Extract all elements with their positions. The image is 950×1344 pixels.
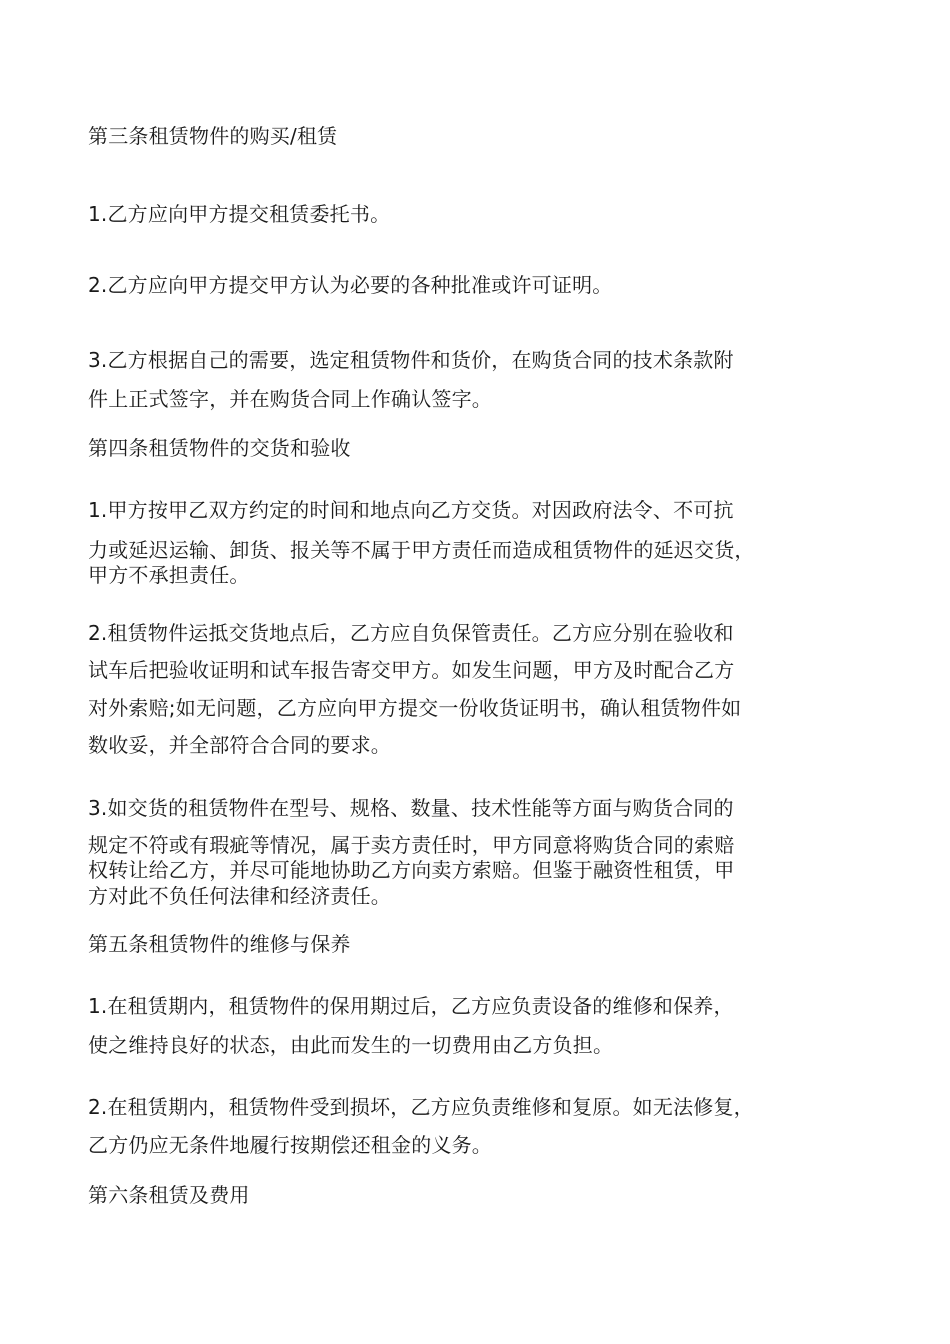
article-4-paragraph-3-line-3: 权转让给乙方，并尽可能地协助乙方向卖方索赔。但鉴于融资性租赁，甲 bbox=[88, 858, 735, 882]
article-5-paragraph-1-line-2: 使之维持良好的状态，由此而发生的一切费用由乙方负担。 bbox=[88, 1033, 614, 1057]
article-4-paragraph-1-line-3: 甲方不承担责任。 bbox=[88, 563, 250, 587]
article-5-heading: 第五条租赁物件的维修与保养 bbox=[88, 932, 351, 956]
article-4-paragraph-2-line-4: 数收妥，并全部符合合同的要求。 bbox=[88, 733, 391, 757]
article-6-heading: 第六条租赁及费用 bbox=[88, 1183, 250, 1207]
article-3-paragraph-3-line-1: 3.乙方根据自己的需要，选定租赁物件和货价，在购货合同的技术条款附 bbox=[88, 348, 734, 372]
article-4-paragraph-2-line-3: 对外索赔;如无问题，乙方应向甲方提交一份收货证明书，确认租赁物件如 bbox=[88, 696, 742, 720]
article-4-paragraph-1-line-2: 力或延迟运输、卸货、报关等不属于甲方责任而造成租赁物件的延迟交货， bbox=[88, 538, 755, 562]
article-5-paragraph-2-line-2: 乙方仍应无条件地履行按期偿还租金的义务。 bbox=[88, 1133, 492, 1157]
article-4-paragraph-1-line-1: 1.甲方按甲乙双方约定的时间和地点向乙方交货。对因政府法令、不可抗 bbox=[88, 498, 734, 522]
article-5-paragraph-1-line-1: 1.在租赁期内，租赁物件的保用期过后，乙方应负责设备的维修和保养， bbox=[88, 994, 734, 1018]
article-4-paragraph-3-line-4: 方对此不负任何法律和经济责任。 bbox=[88, 884, 391, 908]
article-3-paragraph-3-line-2: 件上正式签字，并在购货合同上作确认签字。 bbox=[88, 387, 492, 411]
article-3-paragraph-2: 2.乙方应向甲方提交甲方认为必要的各种批准或许可证明。 bbox=[88, 273, 613, 297]
article-4-heading: 第四条租赁物件的交货和验收 bbox=[88, 436, 351, 460]
article-5-paragraph-2-line-1: 2.在租赁期内，租赁物件受到损坏，乙方应负责维修和复原。如无法修复， bbox=[88, 1095, 754, 1119]
article-4-paragraph-3-line-2: 规定不符或有瑕疵等情况，属于卖方责任时，甲方同意将购货合同的索赔 bbox=[88, 833, 735, 857]
article-3-heading: 第三条租赁物件的购买/租赁 bbox=[88, 124, 338, 148]
article-4-paragraph-2-line-2: 试车后把验收证明和试车报告寄交甲方。如发生问题，甲方及时配合乙方 bbox=[88, 658, 735, 682]
article-3-paragraph-1: 1.乙方应向甲方提交租赁委托书。 bbox=[88, 202, 391, 226]
article-4-paragraph-3-line-1: 3.如交货的租赁物件在型号、规格、数量、技术性能等方面与购货合同的 bbox=[88, 796, 734, 820]
article-4-paragraph-2-line-1: 2.租赁物件运抵交货地点后，乙方应自负保管责任。乙方应分别在验收和 bbox=[88, 621, 734, 645]
